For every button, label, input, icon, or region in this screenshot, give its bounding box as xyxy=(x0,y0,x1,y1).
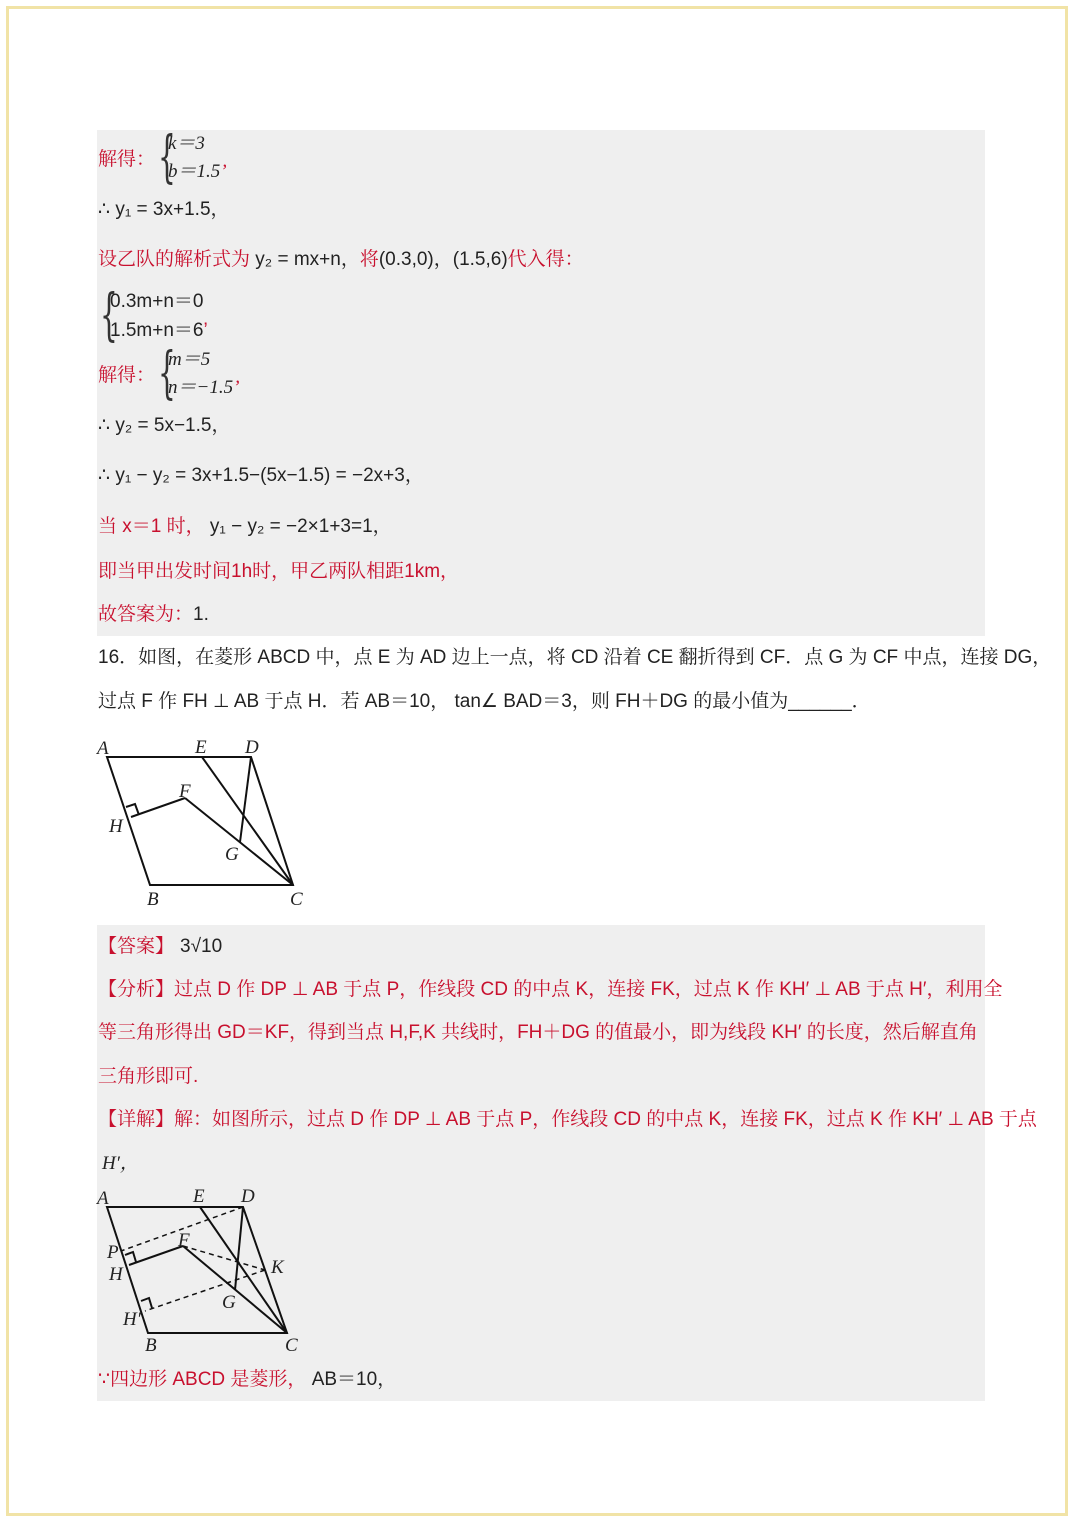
label2-f: F xyxy=(178,1230,190,1251)
final-line: ∵四边形 ABCD 是菱形， AB＝10， xyxy=(98,1369,397,1390)
system2-eq-2: 1.5m+n＝6’ xyxy=(110,320,208,341)
label-h: H xyxy=(109,816,123,837)
segment-cf xyxy=(185,798,293,885)
analysis-line-3: 三角形即可. xyxy=(98,1066,199,1087)
detail-line-2: H′， xyxy=(102,1153,139,1174)
right-angle-mark-2 xyxy=(125,1252,136,1262)
jie-de-label-2: 解得： xyxy=(98,365,156,386)
system-eq-1: k＝3 xyxy=(168,133,205,154)
label-b: B xyxy=(147,889,159,910)
segment-dg xyxy=(240,757,251,842)
segment-ce xyxy=(202,757,293,885)
rhombus-figure-1 xyxy=(95,735,315,910)
detail-line-1: 【详解】解：如图所示，过点 D 作 DP ⊥ AB 于点 P，作线段 CD 的中点 K，连接 FK，过点 K 作 KH′ ⊥ AB 于点 xyxy=(98,1109,1037,1130)
label-d: D xyxy=(245,737,259,758)
label-c: C xyxy=(290,889,303,910)
rhombus-figure-2 xyxy=(95,1183,315,1363)
label2-p: P xyxy=(107,1242,119,1263)
label-e: E xyxy=(195,737,207,758)
answer-tag-line: 【答案】 3√10 xyxy=(98,936,223,957)
analysis-line-1: 【分析】过点 D 作 DP ⊥ AB 于点 P，作线段 CD 的中点 K，连接 FK，过点 K 作 KH′ ⊥ AB 于点 H′，利用全 xyxy=(98,979,1003,1000)
meaning-line: 即当甲出发时间1h时，甲乙两队相距1km， xyxy=(98,561,460,582)
label2-d: D xyxy=(241,1186,255,1207)
label2-b: B xyxy=(145,1335,157,1356)
y1-expression: ∴ y₁ = 3x+1.5， xyxy=(98,199,230,220)
y2-expression: ∴ y₂ = 5x−1.5， xyxy=(98,415,231,436)
system3-eq-1: m＝5 xyxy=(168,349,211,370)
system-brace-3: { xyxy=(158,341,176,406)
right-angle-mark-3 xyxy=(141,1298,152,1308)
system-brace: { xyxy=(158,125,176,190)
system-brace-2: { xyxy=(100,283,118,348)
system3-eq-2: n＝−1.5’ xyxy=(168,377,240,398)
segment-kh2 xyxy=(145,1270,265,1311)
rhombus-outline xyxy=(107,757,293,885)
label2-c: C xyxy=(285,1335,298,1356)
question-16-line-1: 16．如图，在菱形 ABCD 中，点 E 为 AD 边上一点，将 CD 沿着 CE 翻折得到 CF．点 G 为 CF 中点，连接 DG， xyxy=(98,647,1052,668)
segment-fk xyxy=(183,1246,265,1270)
system2-eq-1: 0.3m+n＝0 xyxy=(110,291,204,312)
segment-dg-2 xyxy=(235,1207,243,1290)
label-f: F xyxy=(179,781,191,802)
set-yi-line: 设乙队的解析式为 y₂ = mx+n，将(0.3,0)，(1.5,6)代入得： xyxy=(98,249,584,270)
label-a: A xyxy=(97,738,109,759)
answer-line: 故答案为：1. xyxy=(98,604,209,625)
difference-expression: ∴ y₁ − y₂ = 3x+1.5−(5x−1.5) = −2x+3， xyxy=(98,465,424,486)
label2-h-prime: H′ xyxy=(123,1309,141,1330)
label2-e: E xyxy=(193,1186,205,1207)
label2-a: A xyxy=(97,1188,109,1209)
right-angle-mark xyxy=(126,804,139,815)
question-16-line-2: 过点 F 作 FH ⊥ AB 于点 H．若 AB＝10， tan∠ BAD＝3，则 FH＋DG 的最小值为______． xyxy=(98,691,871,712)
segment-fh-2 xyxy=(129,1246,183,1265)
label2-k: K xyxy=(271,1257,284,1278)
analysis-line-2: 等三角形得出 GD＝KF，得到当点 H,F,K 共线时，FH＋DG 的值最小，即为线段 KH′ 的长度，然后解直角 xyxy=(98,1022,978,1043)
label-g: G xyxy=(225,844,239,865)
label2-g: G xyxy=(222,1292,236,1313)
label2-h: H xyxy=(109,1264,123,1285)
system-eq-2: b＝1.5’ xyxy=(168,161,227,182)
jie-de-label: 解得： xyxy=(98,149,156,170)
when-x-line: 当 x＝1 时， y₁ − y₂ = −2×1+3=1， xyxy=(98,516,392,537)
